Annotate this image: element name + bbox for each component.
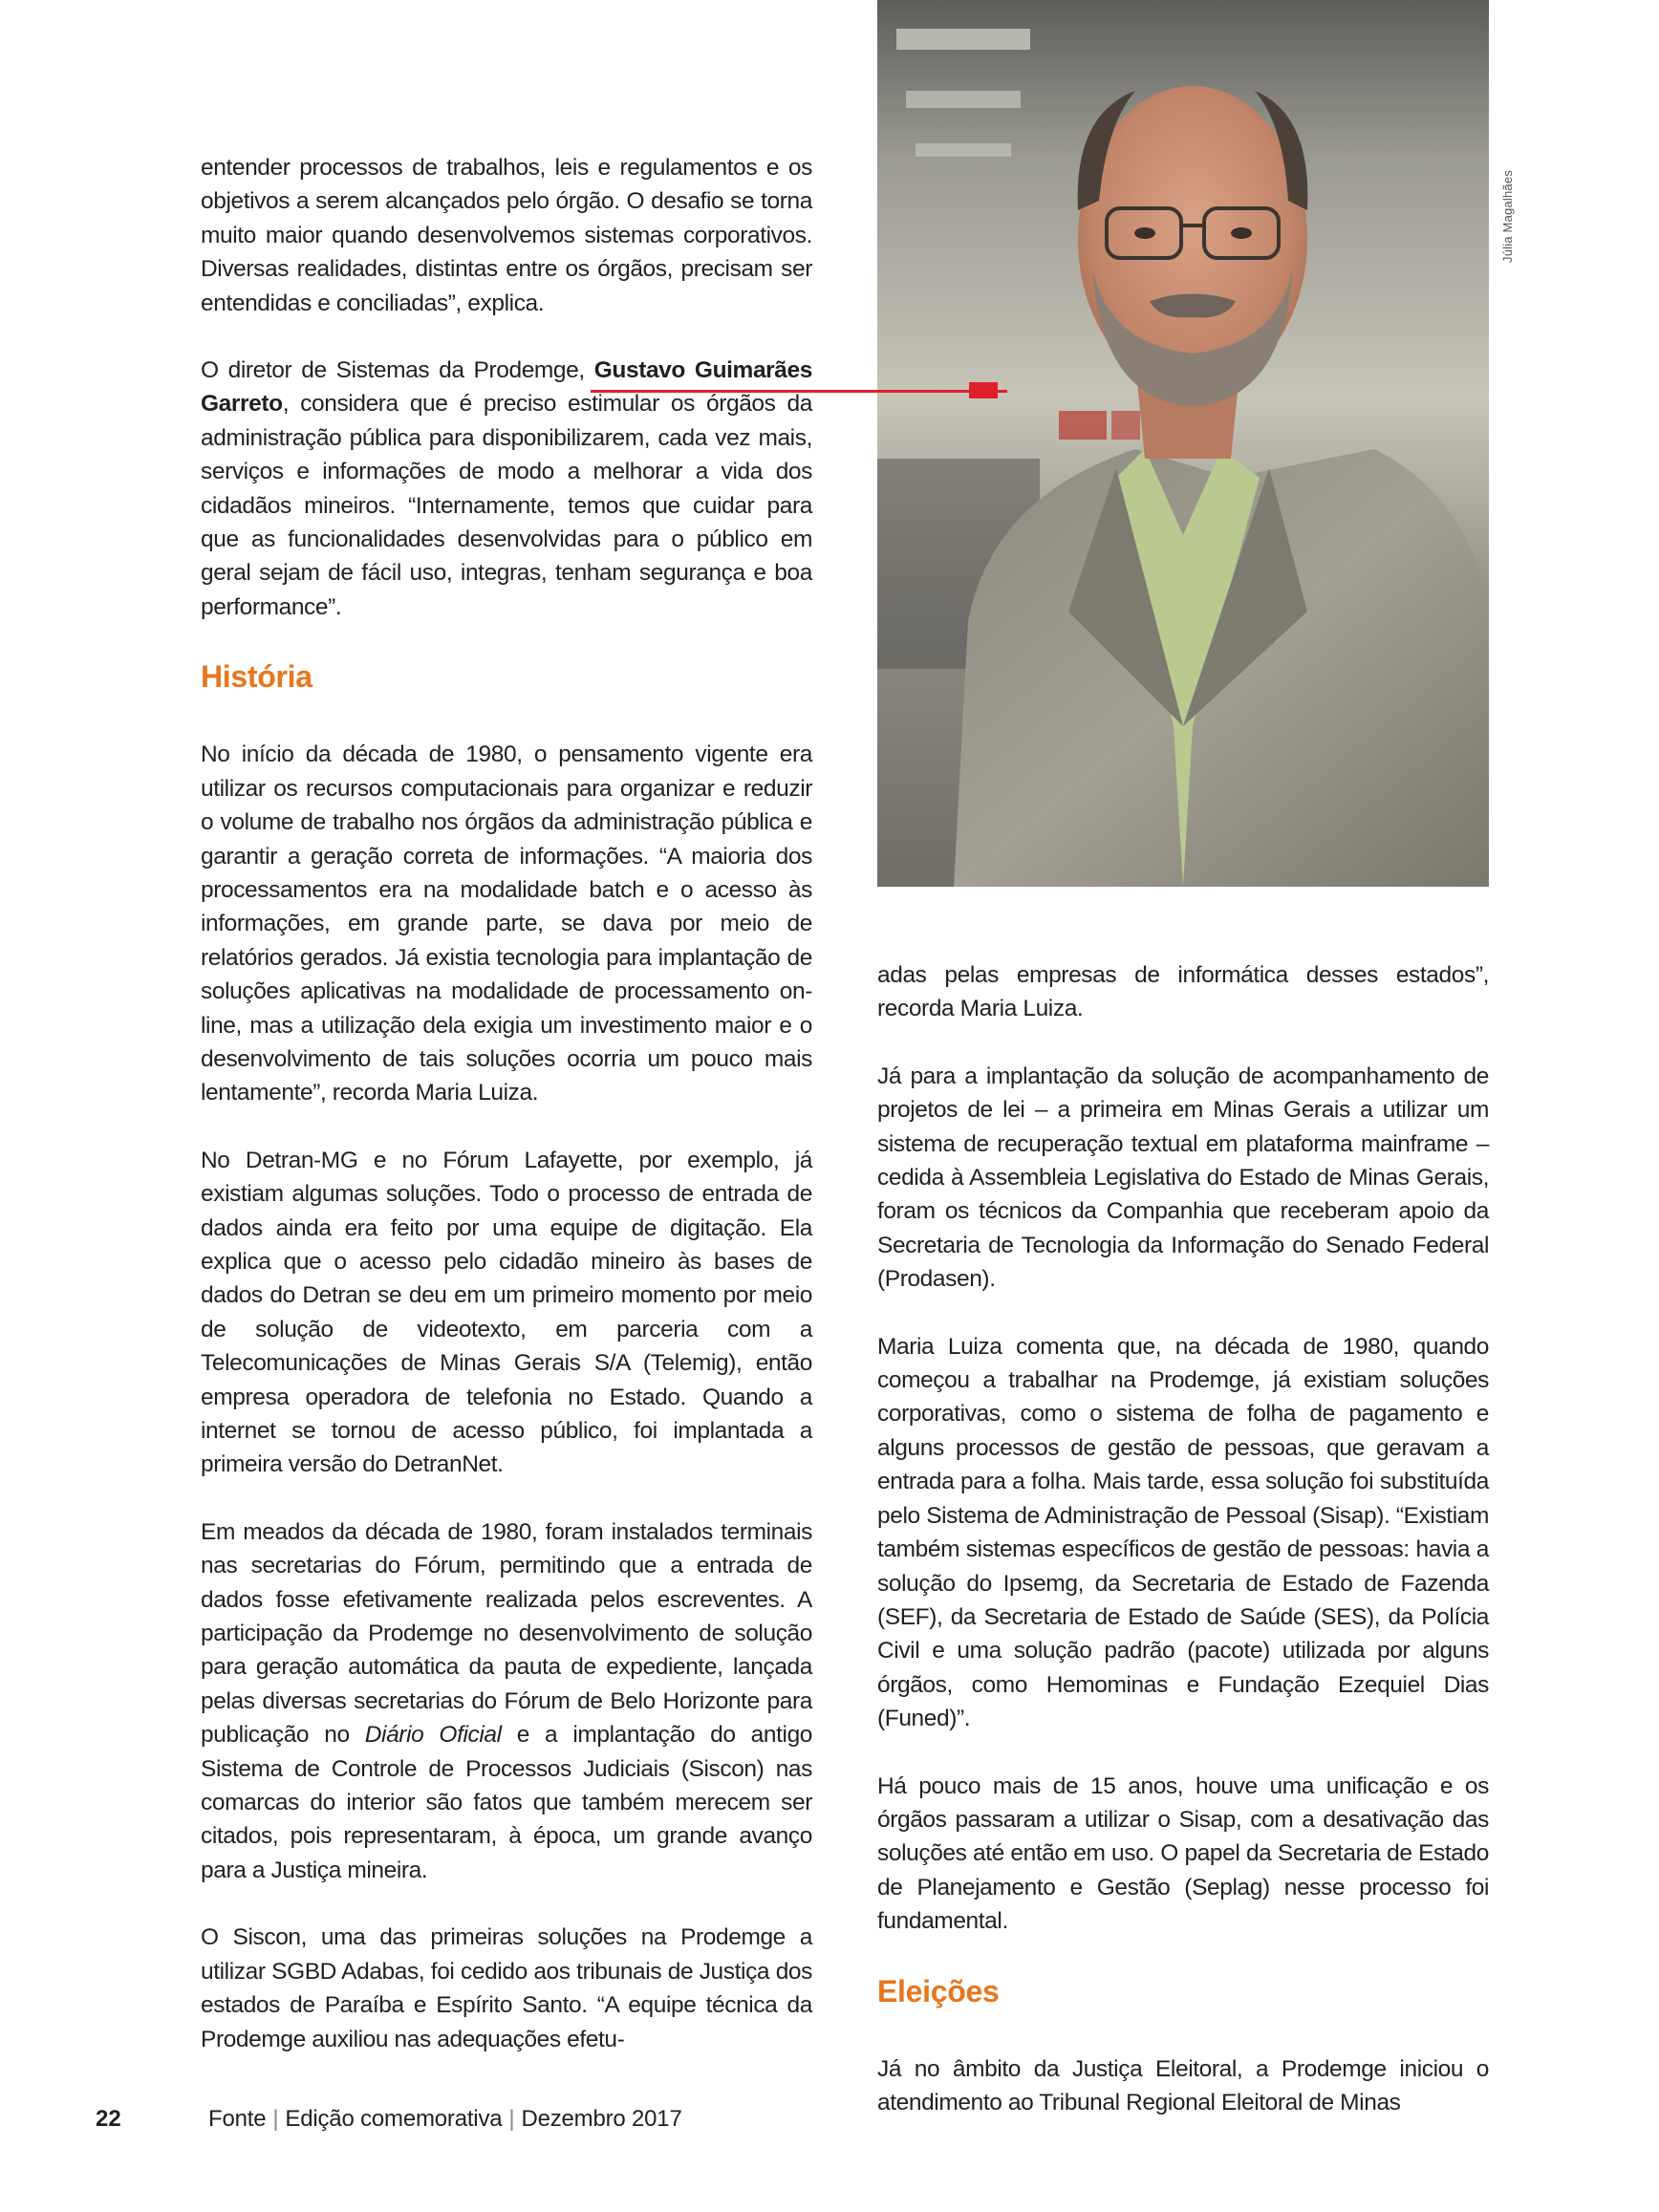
paragraph-text: O diretor de Sistemas da Prodemge,: [201, 357, 594, 384]
separator: |: [508, 2106, 515, 2132]
page-footer: [96, 2102, 956, 2137]
publication-name: Fonte: [208, 2106, 267, 2132]
separator: |: [272, 2106, 279, 2132]
publication-title: Diário Oficial: [364, 1722, 502, 1749]
paragraph: Maria Luiza comenta que, na década de 1980, quando começou a trabalhar na Prodemge, já existiam soluções corporativas, como o sistema de folha de pagamento e alguns processos de gestão de pessoas, que geravam a entrada para a folha. Mais tarde, essa solução foi substituída pelo Sistema de Administração de Pessoal (Sisap). “Existiam também sistemas específicos de gestão de pessoas: havia a solução do Ipsemg, da Secretaria de Estado de Fazenda (SEF), da Secretaria de Estado de Saúde (SES), da Polícia Civil e uma solução padrão (pacote) utilizada por alguns órgãos, como Hemominas e Fundação Ezequiel Dias (Funed)”.: [877, 1333, 1489, 1732]
paragraph-text: , considera que é preciso estimular os órgãos da administração pública para disponibilizarem, cada vez mais, serviços e informações de modo a melhorar a vida dos cidadãos mineiros. “Internamente, temos que cuidar para que as funcionalidades desenvolvidas para o público em geral sejam de fácil uso, integras, tenham segurança e boa performance”.: [201, 391, 812, 620]
paragraph-director: [201, 354, 812, 624]
paragraph: Já no âmbito da Justiça Eleitoral, a Prodemge iniciou o atendimento ao Tribunal Regional Eleitoral de Minas: [877, 2055, 1489, 2115]
paragraph: No início da década de 1980, o pensamento vigente era utilizar os recursos computacionais para organizar e reduzir o volume de trabalho nos órgãos da administração pública e garantir a geração correta de informações. “A maioria dos processamentos era na modalidade batch e o acesso às informações, em grande parte, se dava por meio de relatórios gerados. Já existia tecnologia para implantação de soluções aplicativas na modalidade de processamento on-line, mas a utilização dela exigia um investimento maior e o desenvolvimento de tais soluções ocorria um pouco mais lentamente”, recorda Maria Luiza.: [201, 741, 812, 1106]
section-heading-historia: História: [201, 659, 312, 695]
edition-date: Dezembro 2017: [521, 2106, 682, 2132]
edition-label: Edição comemorativa: [285, 2106, 503, 2132]
paragraph: No Detran-MG e no Fórum Lafayette, por exemplo, já existiam algumas soluções. Todo o processo de entrada de dados ainda era feito por uma equipe de digitação. Ela explica que o acesso pelo cidadão mineiro às bases de dados do Detran se deu em um primeiro momento por meio de solução de videotexto, em parceria com a Telecomunicações de Minas Gerais S/A (Telemig), então empresa operadora de telefonia no Estado. Quando a internet se tornou de acesso público, foi implantada a primeira versão do DetranNet.: [201, 1147, 812, 1478]
portrait-illustration: [877, 0, 1489, 887]
paragraph: [201, 1515, 812, 1887]
paragraph-text: Em meados da década de 1980, foram instalados terminais nas secretarias do Fórum, permitindo que a entrada de dados fosse efetivamente realizada pelos escreventes. A participação da Prodemge no desenvolvimento de solução para geração automática da pauta de expediente, lançada pelas diversas secretarias do Fórum de Belo Horizonte para publicação no: [201, 1518, 812, 1749]
paragraph: adas pelas empresas de informática desses estados”, recorda Maria Luiza.: [877, 962, 1489, 1022]
left-column: [201, 151, 812, 2056]
paragraph: Há pouco mais de 15 anos, houve uma unificação e os órgãos passaram a utilizar o Sisap, com a desativação das soluções até então em uso. O papel da Secretaria de Estado de Planejamento e Gestão (Seplag) nesse processo foi fundamental.: [877, 1772, 1489, 1935]
right-column: [877, 958, 1489, 2119]
section-heading-eleicoes: Eleições: [877, 1973, 1000, 2008]
paragraph: O Siscon, uma das primeiras soluções na Prodemge a utilizar SGBD Adabas, foi cedido aos tribunais de Justiça dos estados de Paraíba e Espírito Santo. “A equipe técnica da Prodemge auxiliou nas adequações efetu-: [201, 1924, 812, 2052]
photo-credit: Júlia Magalhães: [1500, 170, 1515, 263]
portrait-photo: [877, 0, 1489, 887]
paragraph-text: e a implantação do antigo Sistema de Controle de Processos Judiciais (Siscon) nas comarcas do interior são fatos que também merecem ser citados, pois representaram, à época, um grande avanço para a Justiça mineira.: [201, 1722, 813, 1883]
name-pointer-tab: [969, 382, 998, 398]
paragraph: entender processos de trabalhos, leis e regulamentos e os objetivos a serem alcançados pelo órgão. O desafio se torna muito maior quando desenvolvemos sistemas corporativos. Diversas realidades, distintas entre os órgãos, precisam ser entendidas e conciliadas”, explica.: [201, 155, 812, 316]
person-name: Gustavo Guimarães Garreto: [201, 357, 812, 418]
publication-line: [208, 2102, 682, 2137]
page-number: 22: [96, 2106, 121, 2132]
paragraph: Já para a implantação da solução de acompanhamento de projetos de lei – a primeira em Minas Gerais a utilizar um sistema de recuperação textual em plataforma mainframe – cedida à Assembleia Legislativa do Estado de Minas Gerais, foram os técnicos da Companhia que receberam apoio da Secretaria de Tecnologia da Informação do Senado Federal (Prodasen).: [877, 1063, 1489, 1293]
